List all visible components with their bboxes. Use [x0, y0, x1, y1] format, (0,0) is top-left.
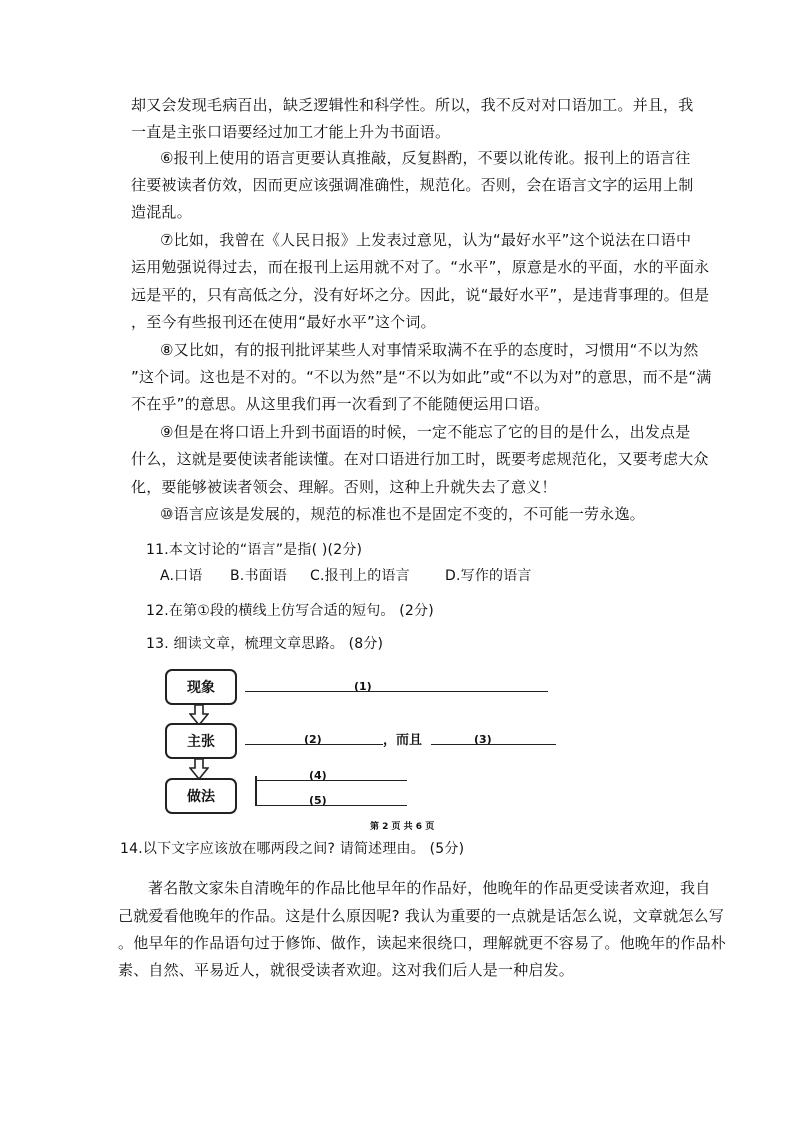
box-proposition: 主张 — [165, 723, 237, 759]
passage-line: 己就爱看他晚年的作品。这是什么原因呢? 我认为重要的一点就是话怎么说，文章就怎么写 — [118, 907, 724, 925]
blank-label-1: (1) — [354, 680, 372, 693]
blank-line-3[interactable] — [431, 744, 556, 745]
option-b: B.书面语 — [230, 568, 288, 584]
box-method: 做法 — [165, 778, 237, 814]
paragraph-line: 化，要能够被读者领会、理解。否则，这种上升就失去了意义！ — [131, 478, 557, 496]
passage-line: 著名散文家朱自清晚年的作品比他早年的作品好，他晚年的作品更受读者欢迎，我自 — [148, 879, 711, 897]
paragraph-line: ”这个词。这也是不对的。“不以为然”是“不以为如此”或“不以为对”的意思，而不是“满 — [131, 368, 712, 386]
option-d: D.写作的语言 — [445, 568, 532, 584]
blank-label-2: (2) — [304, 733, 322, 746]
blank-line-1[interactable] — [245, 691, 548, 692]
paragraph-line: 往要被读者仿效，因而更应该强调准确性，规范化。否则，会在语言文字的运用上制 — [131, 176, 694, 194]
question-11: 11.本文讨论的“语言”是指( )(2分) — [146, 542, 363, 558]
paragraph-line: 造混乱。 — [131, 203, 192, 221]
passage-line: 素、自然、平易近人，就很受读者欢迎。这对我们后人是一种启发。 — [118, 961, 575, 979]
question-14: 14.以下文字应该放在哪两段之间? 请简述理由。 (5分) — [120, 841, 465, 857]
connector-text: ，而且 — [383, 733, 423, 748]
paragraph-line: 不在乎”的意思。从这里我们再一次看到了不能随便运用口语。 — [131, 395, 550, 413]
passage-line: 。他早年的作品语句过于修饰、做作，读起来很绕口，理解就更不容易了。他晚年的作品朴 — [118, 934, 727, 952]
blank-line-5[interactable] — [255, 805, 407, 806]
question-12: 12.在第①段的横线上仿写合适的短句。 (2分) — [146, 603, 434, 619]
blank-label-5: (5) — [309, 794, 327, 807]
blank-line-4[interactable] — [255, 780, 407, 781]
paragraph-6-line: ⑥报刊上使用的语言更要认真推敲，反复斟酌，不要以讹传讹。报刊上的语言往 — [160, 149, 691, 167]
question-13: 13. 细读文章，梳理文章思路。 (8分) — [146, 636, 384, 652]
paragraph-line: 远是平的，只有高低之分，没有好坏之分。因此，说“最好水平”，是违背事理的。但是 — [131, 286, 710, 304]
blank-label-3: (3) — [474, 733, 492, 746]
paragraph-9-line: ⑨但是在将口语上升到书面语的时候，一定不能忘了它的目的是什么，出发点是 — [160, 423, 691, 441]
paragraph-line: 一直是主张口语要经过加工才能上升为书面语。 — [131, 123, 451, 141]
structure-diagram — [165, 664, 585, 834]
box-phenomenon: 现象 — [165, 669, 237, 705]
down-arrow-icon — [189, 758, 209, 780]
page-note: 第 2 页 共 6 页 — [370, 822, 435, 832]
paragraph-10-line: ⑩语言应该是发展的，规范的标准也不是固定不变的，不可能一劳永逸。 — [160, 505, 645, 523]
option-a: A.口语 — [160, 568, 203, 584]
paragraph-7-line: ⑦比如，我曾在《人民日报》上发表过意见，认为“最好水平”这个说法在口语中 — [160, 231, 692, 249]
paragraph-line: 什么，这就是要使读者能读懂。在对口语进行加工时，既要考虑规范化，又要考虑大众 — [131, 450, 709, 468]
blank-label-4: (4) — [309, 769, 327, 782]
paragraph-line: ，至今有些报刊还在使用“最好水平”这个词。 — [131, 313, 436, 331]
option-c: C.报刊上的语言 — [310, 568, 410, 584]
paragraph-8-line: ⑧又比如，有的报刊批评某些人对事情采取满不在乎的态度时，习惯用“不以为然 — [160, 341, 699, 359]
paragraph-line: 运用勉强说得过去，而在报刊上运用就不对了。“水平”，原意是水的平面，水的平面永 — [131, 258, 710, 276]
paragraph-line: 却又会发现毛病百出，缺乏逻辑性和科学性。所以，我不反对对口语加工。并且，我 — [131, 96, 694, 114]
